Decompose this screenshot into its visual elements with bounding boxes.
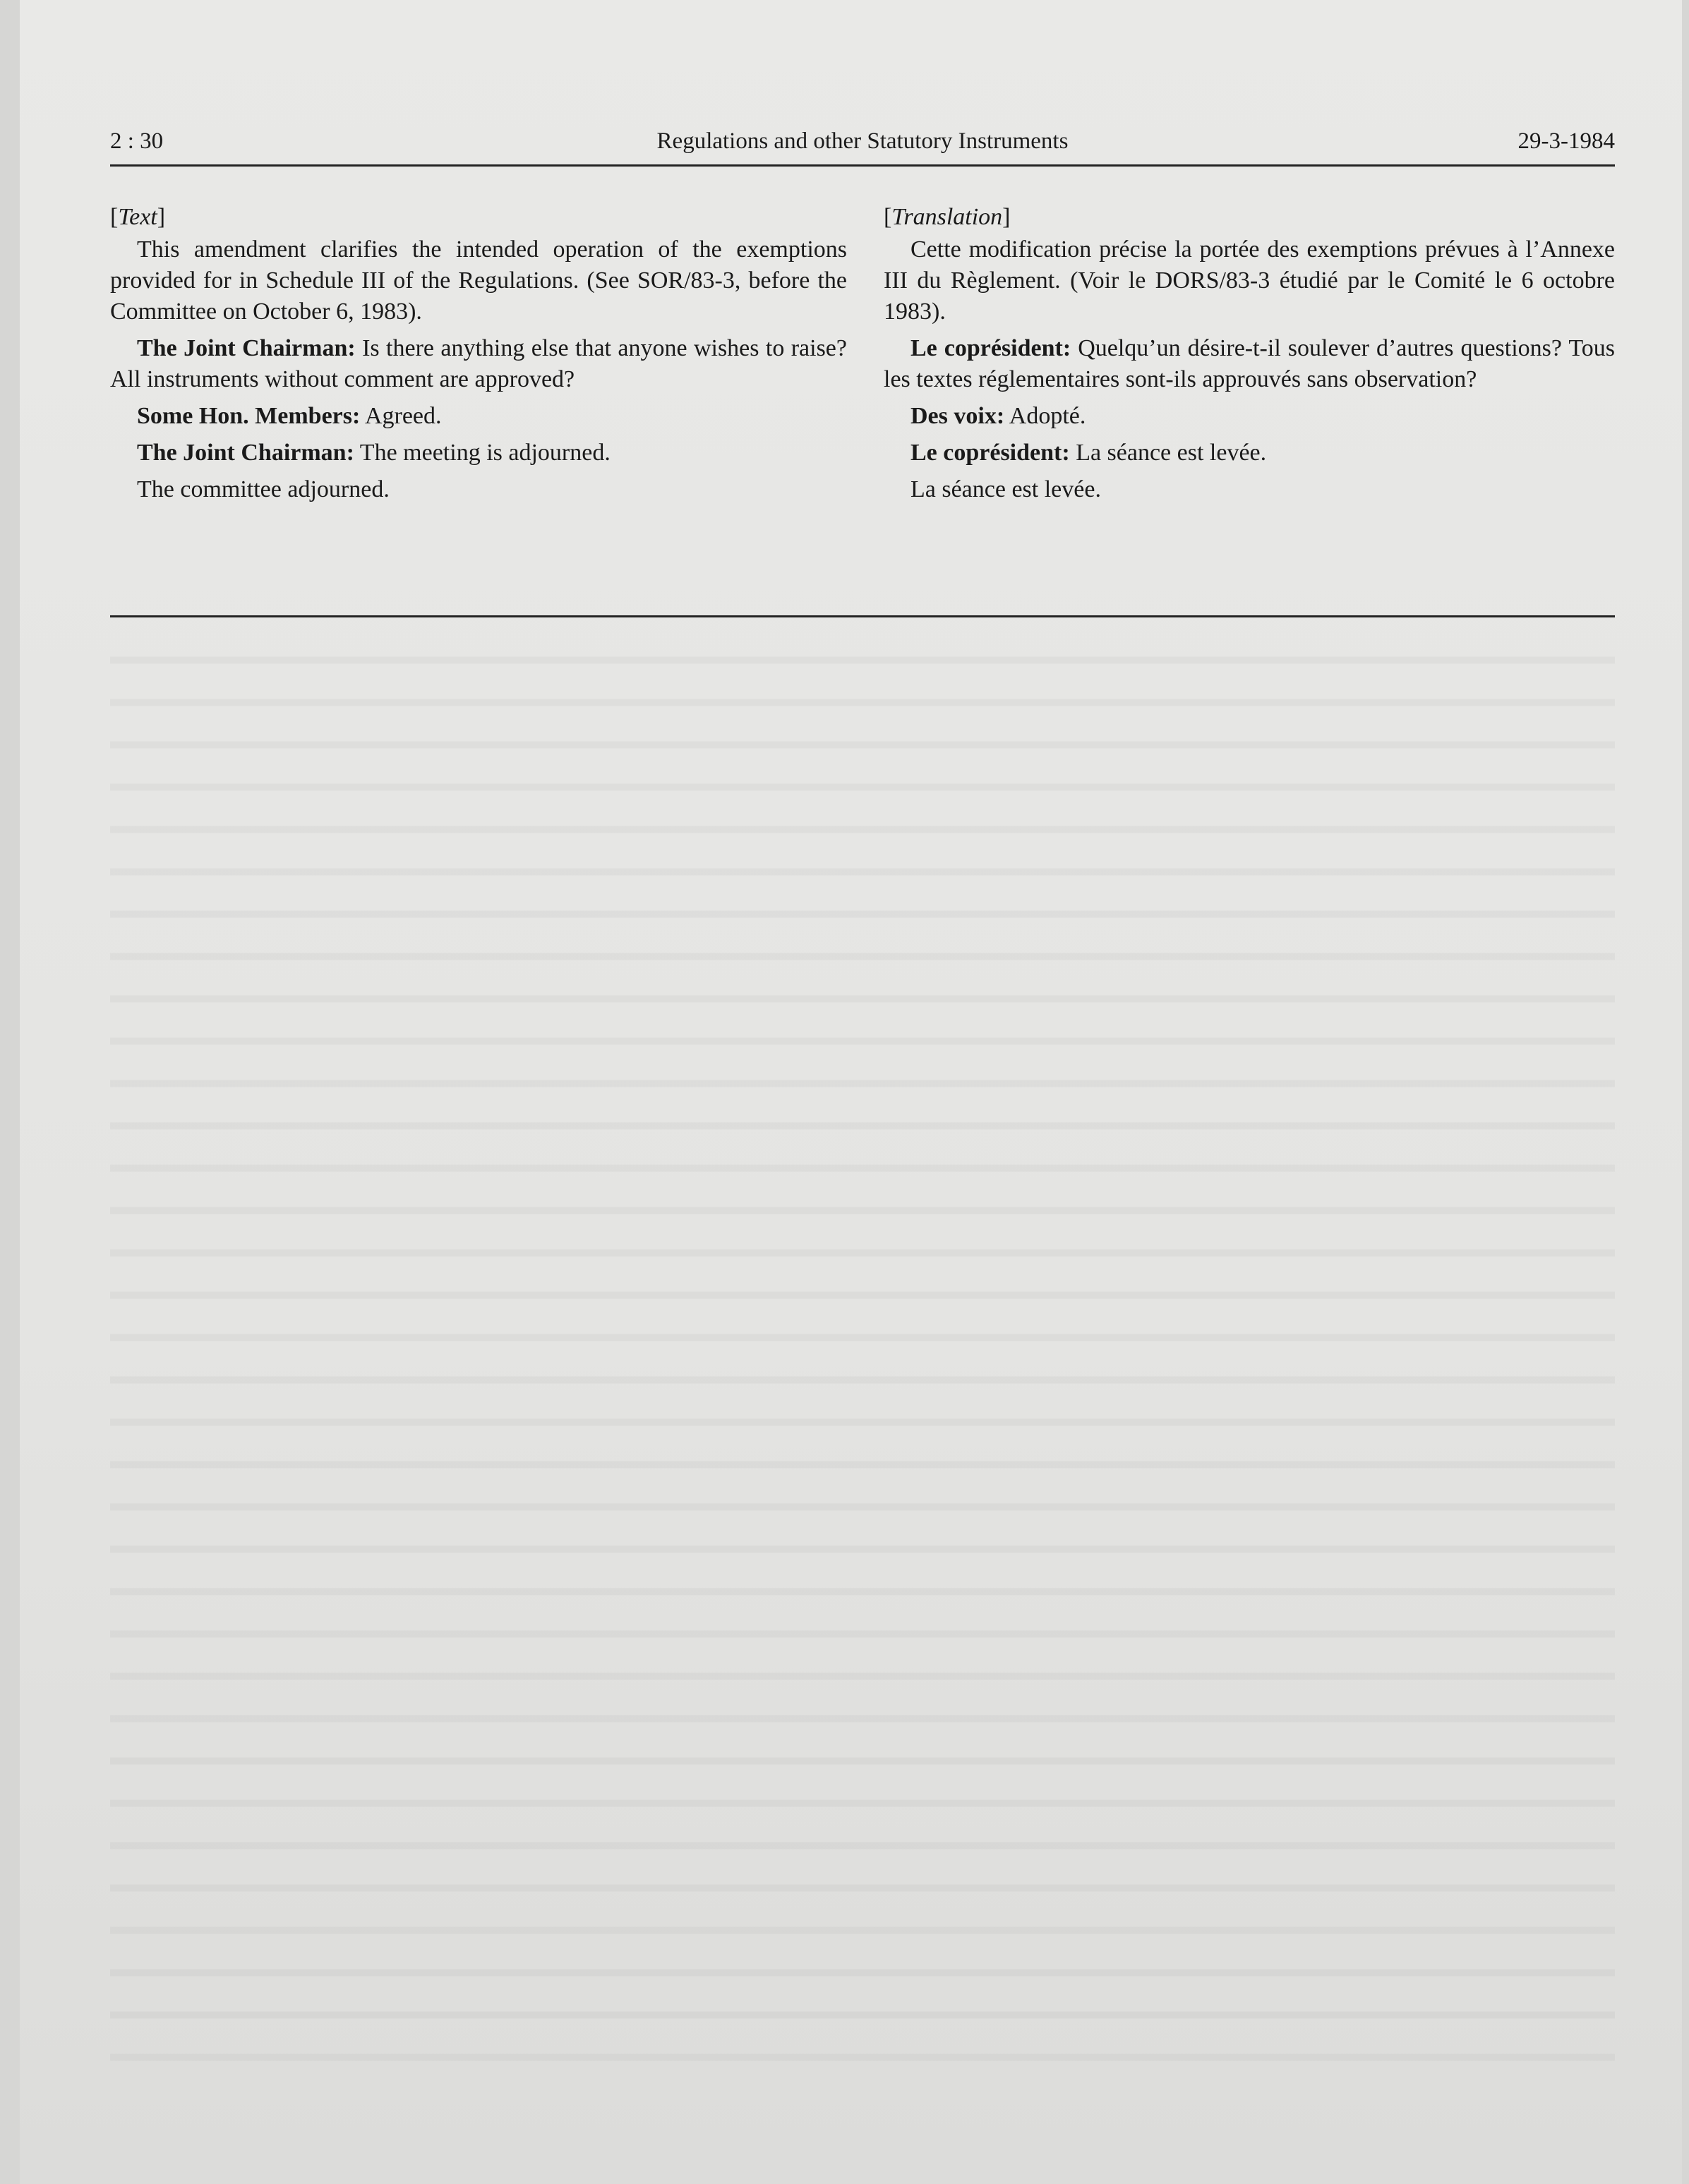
speaker-label: The Joint Chairman: — [137, 440, 354, 466]
adjourned-note: The committee adjourned. — [137, 476, 390, 502]
copresident-adjourn: Le coprésident: La séance est levée. — [910, 440, 1267, 466]
publication-title: Regulations and other Statutory Instruments — [656, 128, 1069, 154]
issue-date: 29-3-1984 — [1517, 128, 1615, 154]
show-through-area — [110, 635, 1615, 2082]
modification-paragraph: Cette modification précise la portée des exemptions prévues à l’Annexe III du Règlement. (Voir le DORS/83-3 étudié par le Comité le 6 octobre 1983). — [884, 236, 1615, 325]
translation-tag: [Translation] — [884, 204, 1011, 230]
translation-tag-word: Translation — [891, 204, 1003, 230]
chairman-adjourn: The Joint Chairman: The meeting is adjourned. — [137, 440, 611, 466]
chairman-question: The Joint Chairman: Is there anything else that anyone wishes to raise? All instruments without comment are approved? — [110, 335, 847, 392]
french-column — [884, 202, 1615, 505]
speaker-label: The Joint Chairman: — [137, 335, 356, 361]
speaker-label: Le coprésident: — [910, 440, 1070, 466]
english-column — [110, 202, 847, 505]
running-header — [110, 126, 1615, 165]
text-tag: [Text] — [110, 204, 166, 230]
speaker-label: Des voix: — [910, 403, 1005, 429]
copresident-question: Le coprésident: Quelqu’un désire-t-il soulever d’autres questions? Tous les textes réglementaires sont-ils approuvés sans observation? — [884, 335, 1615, 392]
text-tag-word: Text — [118, 204, 157, 230]
members-reply: Some Hon. Members: Agreed. — [137, 403, 442, 429]
header-rule — [110, 164, 1615, 167]
amendment-paragraph: This amendment clarifies the intended operation of the exemptions provided for in Schedule III of the Regulations. (See SOR/83-3, before the Committee on October 6, 1983). — [110, 236, 847, 325]
adjourned-note: La séance est levée. — [910, 476, 1101, 502]
end-rule — [110, 615, 1615, 617]
speaker-label: Le coprésident: — [910, 335, 1071, 361]
speaker-label: Some Hon. Members: — [137, 403, 361, 429]
voices-reply: Des voix: Adopté. — [910, 403, 1086, 429]
page-number: 2 : 30 — [110, 128, 164, 154]
